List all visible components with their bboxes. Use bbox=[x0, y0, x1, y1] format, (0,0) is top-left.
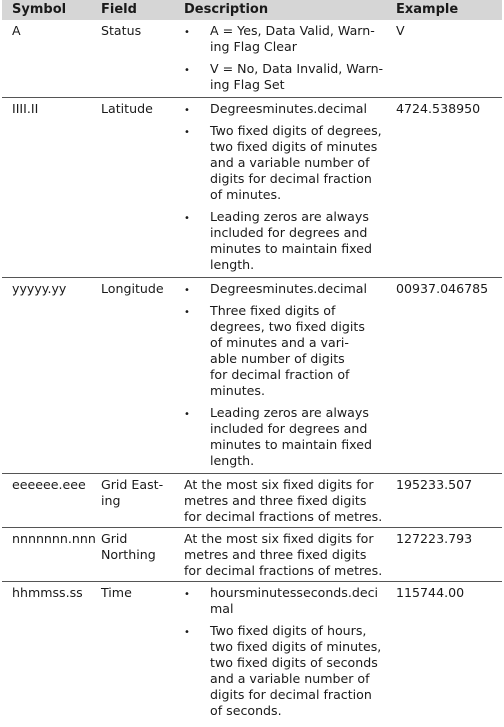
list-item bbox=[184, 209, 384, 273]
symbol-cell: IIII.II bbox=[2, 98, 91, 278]
description-list bbox=[184, 101, 384, 273]
data-format-table bbox=[2, 0, 502, 723]
bullet-text: hoursminutesseconds.deci mal bbox=[210, 585, 379, 616]
bullet-text: Degreesminutes.decimal bbox=[210, 101, 368, 116]
table-row bbox=[2, 20, 502, 98]
table-header bbox=[2, 0, 502, 20]
header-field: Field bbox=[91, 0, 174, 20]
header-symbol: Symbol bbox=[2, 0, 91, 20]
example-cell: 4724.538950 bbox=[386, 98, 502, 278]
bullet-icon bbox=[184, 281, 210, 299]
bullet-text: Two fixed digits of hours, two fixed digits of minutes, two fixed digits of seconds and a variable number of digits for decimal fraction of seconds. bbox=[210, 623, 382, 718]
list-item bbox=[184, 123, 384, 203]
description-cell bbox=[174, 98, 386, 278]
table-row bbox=[2, 474, 502, 528]
header-description: Description bbox=[174, 0, 386, 20]
bullet-icon bbox=[184, 623, 210, 641]
bullet-icon bbox=[184, 303, 210, 321]
field-cell: Grid East- ing bbox=[91, 474, 174, 528]
description-list bbox=[184, 23, 384, 93]
field-cell: Latitude bbox=[91, 98, 174, 278]
table-row bbox=[2, 582, 502, 724]
bullet-icon bbox=[184, 61, 210, 79]
description-cell: At the most six fixed digits for metres and three fixed digits for decimal fractions of metres. bbox=[174, 474, 386, 528]
bullet-icon bbox=[184, 23, 210, 41]
bullet-text: Leading zeros are always included for degrees and minutes to maintain fixed length. bbox=[210, 209, 372, 272]
list-item bbox=[184, 623, 384, 719]
example-cell: 127223.793 bbox=[386, 528, 502, 582]
list-item bbox=[184, 585, 384, 617]
example-cell: 00937.046785 bbox=[386, 278, 502, 474]
description-cell bbox=[174, 20, 386, 98]
symbol-cell: eeeeee.eee bbox=[2, 474, 91, 528]
bullet-icon bbox=[184, 405, 210, 423]
bullet-text: Leading zeros are always included for degrees and minutes to maintain fixed length. bbox=[210, 405, 372, 468]
list-item bbox=[184, 281, 384, 297]
example-cell: V bbox=[386, 20, 502, 98]
bullet-text: Degreesminutes.decimal bbox=[210, 281, 368, 296]
description-cell bbox=[174, 582, 386, 724]
bullet-text: A = Yes, Data Valid, Warn- ing Flag Clear bbox=[210, 23, 375, 54]
symbol-cell: yyyyy.yy bbox=[2, 278, 91, 474]
field-cell: Status bbox=[91, 20, 174, 98]
symbol-cell: A bbox=[2, 20, 91, 98]
list-item bbox=[184, 61, 384, 93]
table-row bbox=[2, 528, 502, 582]
field-cell: Grid Northing bbox=[91, 528, 174, 582]
bullet-text: V = No, Data Invalid, Warn- ing Flag Set bbox=[210, 61, 384, 92]
list-item bbox=[184, 23, 384, 55]
list-item bbox=[184, 405, 384, 469]
bullet-icon bbox=[184, 585, 210, 603]
bullet-icon bbox=[184, 209, 210, 227]
bullet-text: Three fixed digits of degrees, two fixed digits of minutes and a vari- able number of digits for decimal fraction of minutes. bbox=[210, 303, 365, 398]
list-item bbox=[184, 101, 384, 117]
symbol-cell: nnnnnnn.nnn bbox=[2, 528, 91, 582]
field-cell: Longitude bbox=[91, 278, 174, 474]
bullet-icon bbox=[184, 101, 210, 119]
list-item bbox=[184, 303, 384, 399]
table-body bbox=[2, 20, 502, 723]
table-row bbox=[2, 98, 502, 278]
description-list bbox=[184, 585, 384, 719]
bullet-icon bbox=[184, 123, 210, 141]
example-cell: 115744.00 bbox=[396, 585, 465, 600]
symbol-cell: hhmmss.ss bbox=[12, 585, 83, 600]
description-cell bbox=[174, 278, 386, 474]
description-cell: At the most six fixed digits for metres and three fixed digits for decimal fractions of metres. bbox=[174, 528, 386, 582]
description-list bbox=[184, 281, 384, 469]
header-example: Example bbox=[386, 0, 502, 20]
field-cell: Time bbox=[101, 585, 132, 600]
table-row bbox=[2, 278, 502, 474]
example-cell: 195233.507 bbox=[386, 474, 502, 528]
bullet-text: Two fixed digits of degrees, two fixed digits of minutes and a variable number of digits for decimal fraction of minutes. bbox=[210, 123, 382, 202]
